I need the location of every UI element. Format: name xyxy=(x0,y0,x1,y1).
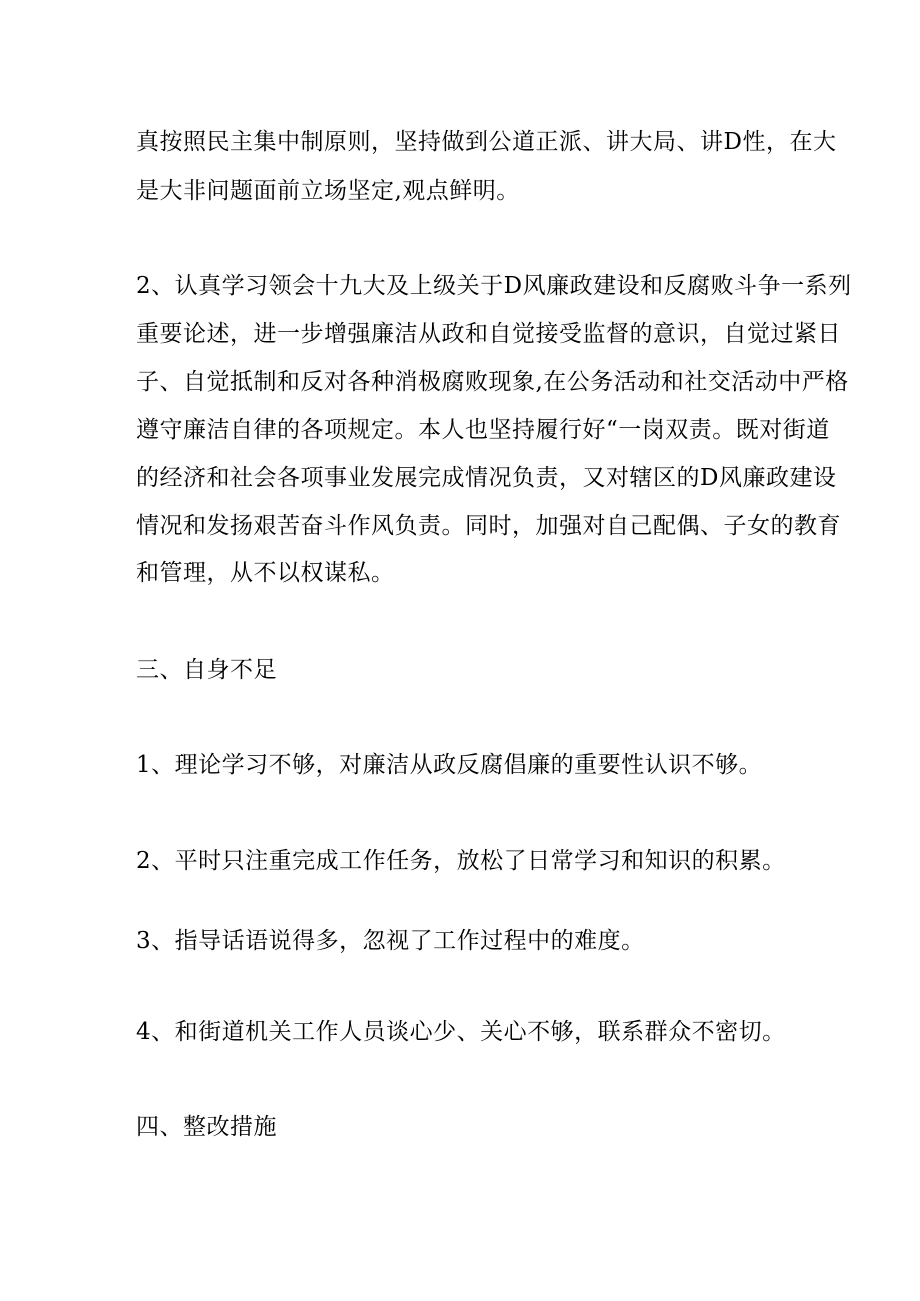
section-heading: 三、自身不足 xyxy=(136,657,277,683)
paragraph-line: 和管理，从不以权谋私。 xyxy=(136,560,395,586)
paragraph-line: 真按照民主集中制原则，坚持做到公道正派、讲大局、讲D性，在大 xyxy=(136,129,837,155)
list-item: 2、平时只注重完成工作任务，放松了日常学习和知识的积累。 xyxy=(136,848,786,874)
paragraph-line: 是大非问题面前立场坚定,观点鲜明。 xyxy=(136,178,520,204)
paragraph-line: 遵守廉洁自律的各项规定。本人也坚持履行好“一岗双责。既对街道 xyxy=(136,417,830,443)
paragraph-line: 子、自觉抵制和反对各种消极腐败现象,在公务活动和社交活动中严格 xyxy=(136,369,849,395)
paragraph-line: 2、认真学习领会十九大及上级关于D风廉政建设和反腐败斗争一系列 xyxy=(136,273,852,299)
list-item: 4、和街道机关工作人员谈心少、关心不够，联系群众不密切。 xyxy=(136,1019,786,1045)
paragraph-line: 情况和发扬艰苦奋斗作风负责。同时，加强对自己配偶、子女的教育 xyxy=(136,513,841,539)
list-item: 3、指导话语说得多，忽视了工作过程中的难度。 xyxy=(136,928,645,954)
paragraph-line: 的经济和社会各项事业发展完成情况负责，又对辖区的D风廉政建设 xyxy=(136,465,837,491)
list-item: 1、理论学习不够，对廉洁从政反腐倡廉的重要性认识不够。 xyxy=(136,752,763,778)
paragraph-line: 重要论述，进一步增强廉洁从政和自觉接受监督的意识，自觉过紧日 xyxy=(136,321,841,347)
section-heading: 四、整改措施 xyxy=(136,1114,277,1140)
